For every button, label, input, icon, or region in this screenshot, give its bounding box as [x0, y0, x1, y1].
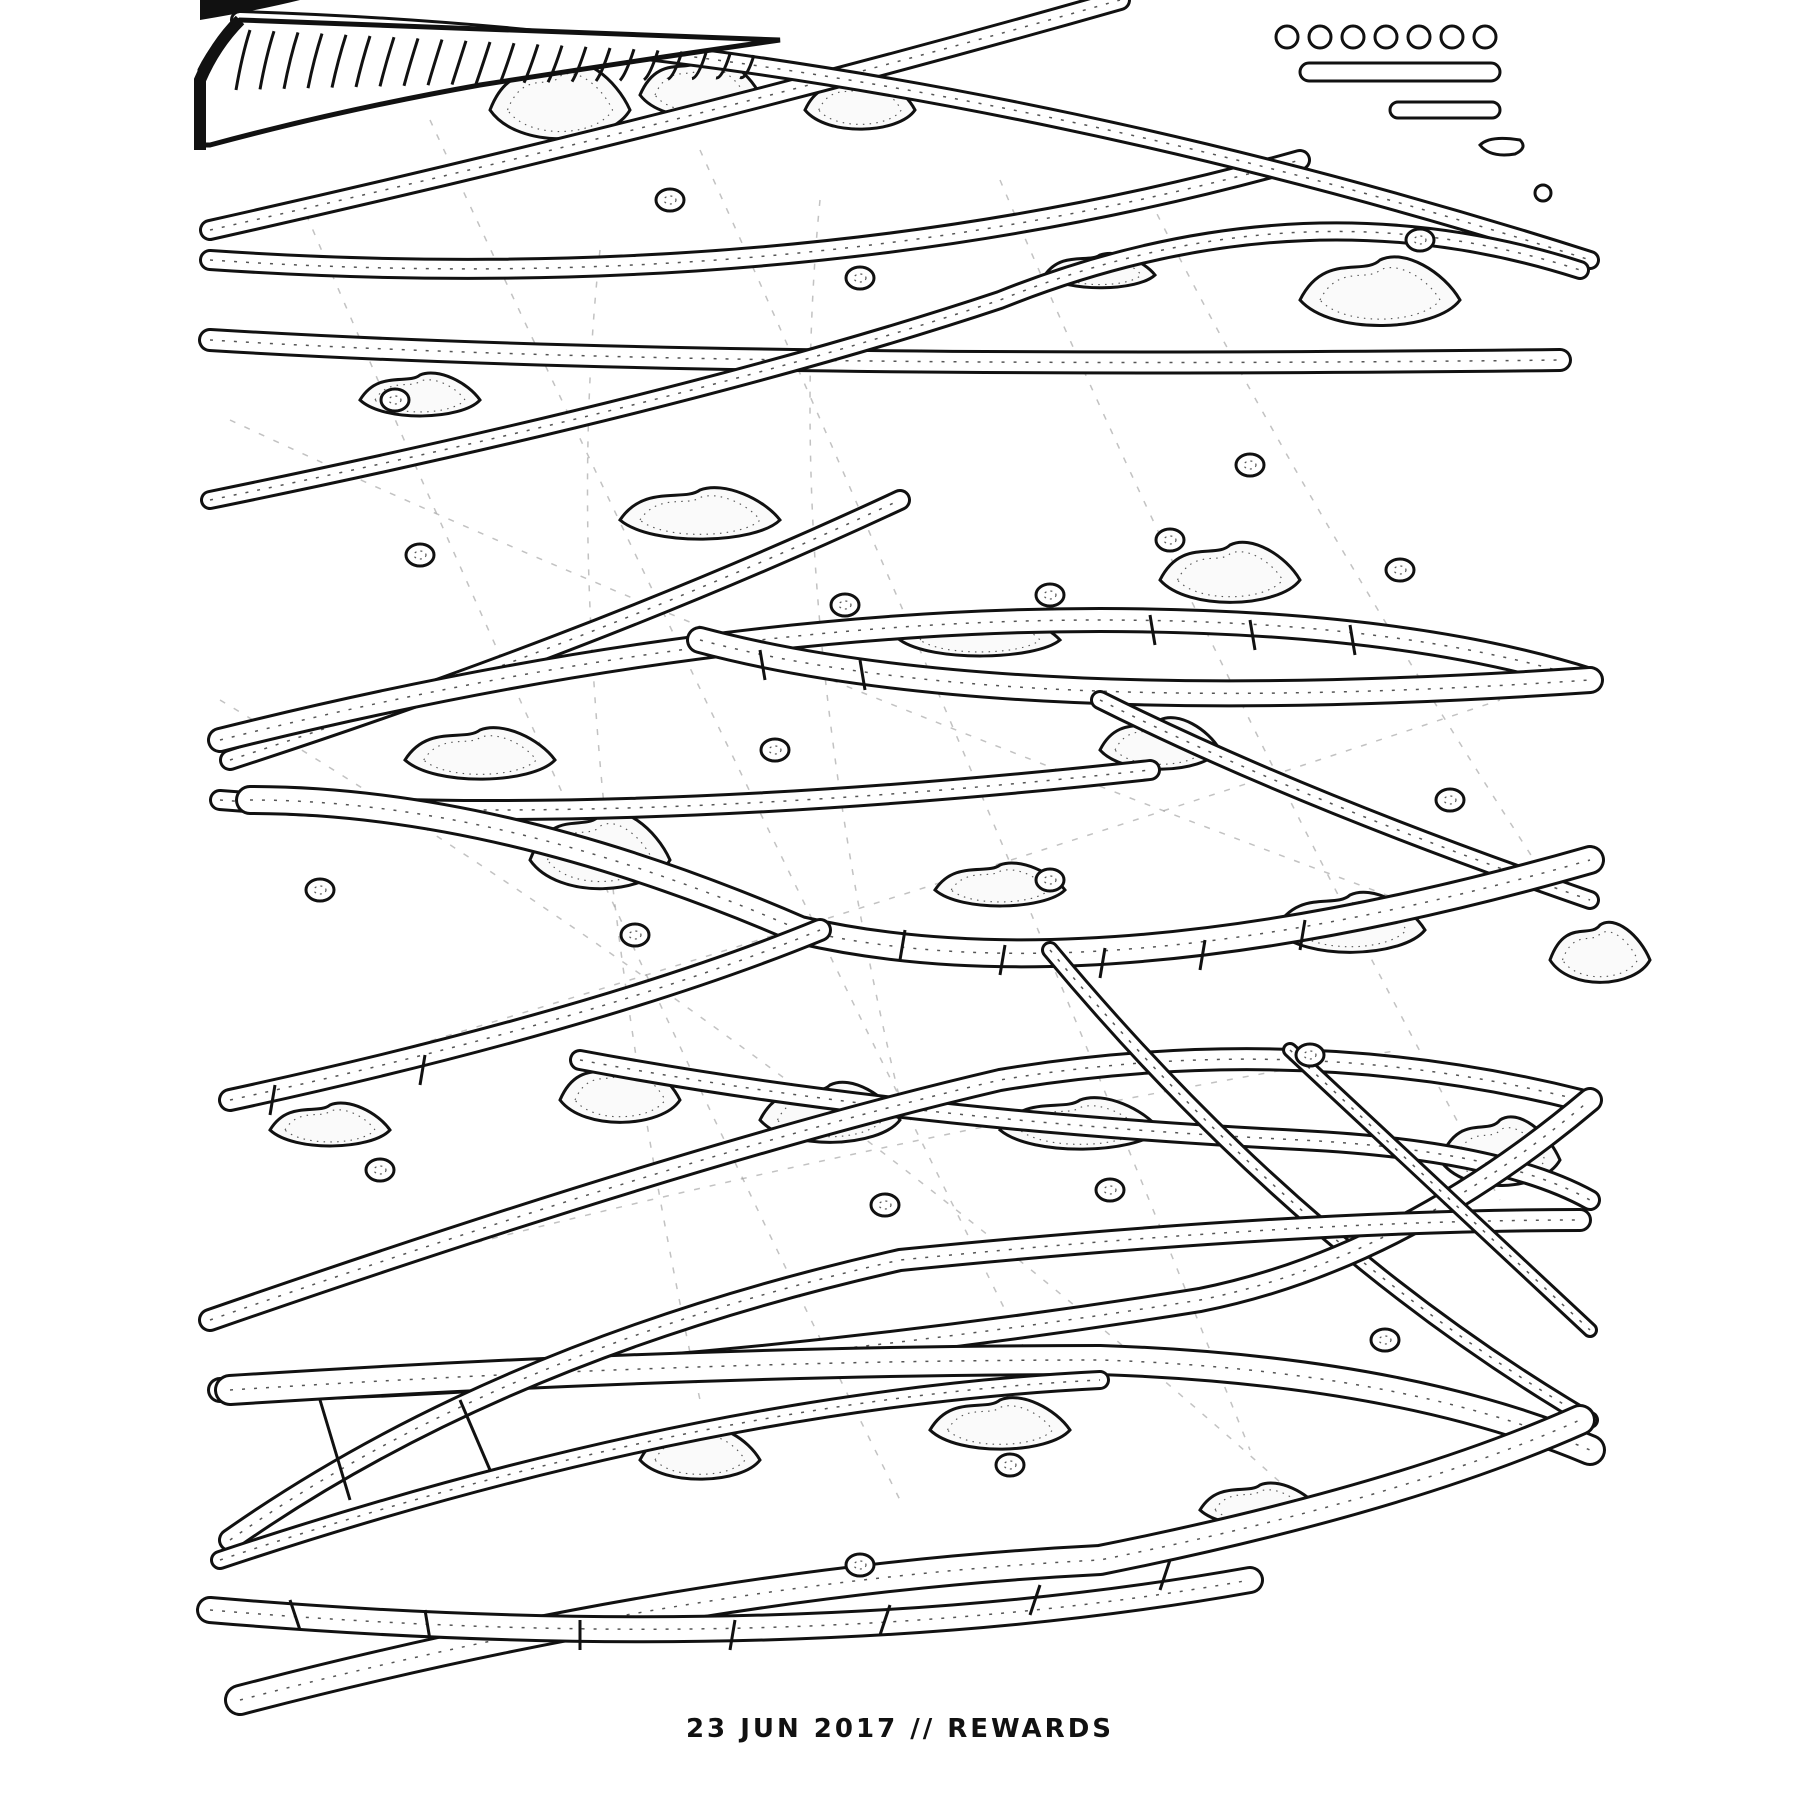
pod-14	[1550, 922, 1650, 982]
sample-circle-1	[1309, 26, 1331, 48]
pod-21	[270, 1103, 390, 1146]
branch-strands	[210, 0, 1590, 1700]
seed-drop-4	[1236, 454, 1264, 476]
seed-drop-3	[381, 389, 409, 411]
date-title-caption: 23 JUN 2017 // REWARDS	[685, 1714, 1115, 1744]
sample-circle-3	[1375, 26, 1397, 48]
pod-20	[930, 1398, 1070, 1450]
seed-drop-7	[1036, 584, 1064, 606]
sample-circle-0	[1276, 26, 1298, 48]
seed-drop-9	[831, 594, 859, 616]
sample-bar-1	[1300, 63, 1500, 81]
sample-circle-6	[1474, 26, 1496, 48]
sample-circle-5	[1441, 26, 1463, 48]
pod-9	[405, 728, 555, 780]
seed-drop-17	[871, 1194, 899, 1216]
seed-drop-18	[1096, 1179, 1124, 1201]
seed-drop-1	[846, 267, 874, 289]
seed-drop-8	[1386, 559, 1414, 581]
seed-drop-16	[366, 1159, 394, 1181]
sample-bar-2	[1390, 102, 1500, 118]
pod-6	[620, 488, 780, 540]
sample-circle-2	[1342, 26, 1364, 48]
seed-drop-19	[1371, 1329, 1399, 1351]
seed-drop-13	[1036, 869, 1064, 891]
seed-drop-12	[306, 879, 334, 901]
sample-dot	[1535, 185, 1551, 201]
pod-7	[1160, 542, 1300, 602]
seed-drop-20	[996, 1454, 1024, 1476]
seed-drop-11	[1436, 789, 1464, 811]
pod-3	[1300, 257, 1460, 326]
sample-circle-4	[1408, 26, 1430, 48]
seed-drop-5	[406, 544, 434, 566]
seed-drop-2	[1406, 229, 1434, 251]
seed-drop-0	[656, 189, 684, 211]
seed-drop-10	[761, 739, 789, 761]
sample-blob-1	[1480, 138, 1523, 155]
seed-drop-21	[846, 1554, 874, 1576]
seed-drop-14	[621, 924, 649, 946]
seed-drop-15	[1296, 1044, 1324, 1066]
seed-drop-6	[1156, 529, 1184, 551]
